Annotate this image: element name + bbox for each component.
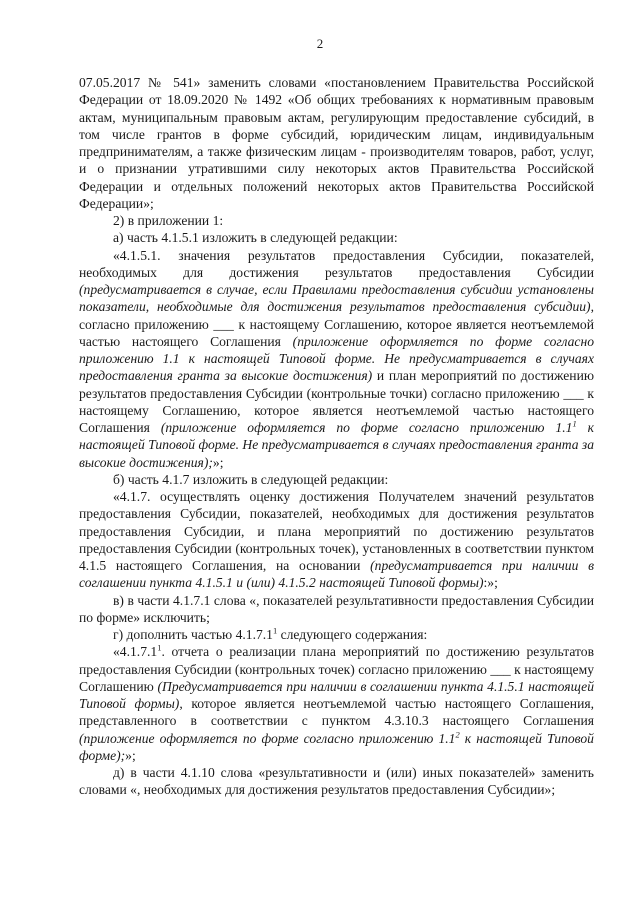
paragraph-text: »; (212, 454, 224, 470)
italic-note-text: (приложение оформляется по форме согласно приложению 1.1 к настоящей Типовой форме. Не предусматривается в случаях предоставления гранта за высокие достижения) (79, 333, 594, 384)
paragraph-text: 2) в приложении 1: (113, 213, 224, 228)
paragraph-text: »; (125, 747, 136, 763)
paragraph-text: а) часть 4.1.5.1 изложить в следующей редакции: (113, 230, 398, 246)
page-number: 2 (316, 36, 324, 51)
paragraph-text: . отчета о реализации плана мероприятий по достижению результатов предоставления Субсидии (контрольных точек) согласно приложению ___ к настоящему Соглашению (79, 644, 594, 694)
paragraph-text: г) дополнить частью 4.1.7.1 (113, 627, 273, 642)
paragraph-text: , которое является неотъемлемой частью настоящего Соглашения, представленного в соответствии с пунктом 4.3.10.3 настоящего Соглашения (79, 696, 594, 729)
paragraph-part-4-1-5-1 (79, 247, 594, 471)
paragraph-text: «4.1.7.1 (113, 644, 158, 660)
superscript-text: 1 (157, 642, 162, 653)
italic-note-text: к настоящей Типовой форме); (79, 730, 594, 763)
paragraph-text: следующего содержания: (277, 627, 428, 642)
paragraph-text: 07.05.2017 № 541» заменить словами «постановлением Правительства Российской Федерации от 18.09.2020 № 1492 «Об общих требованиях к нормативным правовым актам, муниципальным правовым актам, регулирующим предоставление субсидий, в том числе грантов в форме субсидий, юридическим лицам, индивидуальным предпринимателям, а также физическим лицам - производителям товаров, работ, услуг, и о признании утратившими силу некоторых актов Правительства Российской Федерации и отдельных положений некоторых актов Правительства Российской Федерации»; (79, 75, 594, 211)
paragraph-text: «4.1.5.1. значения результатов предоставления Субсидии, показателей, необходимых для достижения результатов предоставления Субсидии (79, 247, 594, 280)
paragraph-item-a (79, 229, 594, 246)
paragraph-text: и план мероприятий по достижению результатов предоставления Субсидии (контрольные точки) согласно приложению ___ к настоящему Соглашению, которое является неотъемлемой частью настоящего Соглашения (79, 368, 595, 435)
paragraph-text: б) часть 4.1.7 изложить в следующей редакции: (113, 471, 389, 487)
paragraph-amendment-1 (79, 74, 594, 212)
italic-note-text: 1 (572, 418, 577, 429)
italic-note-text: 2 (455, 728, 460, 739)
italic-note-text: (приложение оформляется по форме согласно приложению 1.1 (160, 420, 573, 435)
paragraph-item-v (79, 592, 594, 627)
italic-note-text: к настоящей Типовой форме. Не предусматривается в случаях предоставления гранта за высокие достижения); (79, 420, 594, 470)
paragraph-item-d (79, 764, 594, 799)
paragraph-item-g (79, 626, 594, 643)
document-body (79, 74, 594, 799)
italic-note-text: (предусматривается в случае, если Правилами предоставления субсидии установлены показатели, необходимые для достижения результатов предоставления субсидии) (79, 282, 594, 315)
paragraph-part-4-1-7 (79, 488, 594, 592)
italic-note-text: (предусматривается при наличии в соглашении пункта 4.1.5.1 и (или) 4.1.5.2 настоящей Типовой формы) (79, 558, 595, 591)
paragraph-item-b (79, 471, 594, 488)
paragraph-text: «4.1.7. осуществлять оценку достижения Получателем значений результатов предоставления Субсидии, показателей, необходимых для достижения результатов предоставления Субсидии, и плана мероприятий по достижению результатов предоставления Субсидии (контрольных точек), установленных в соответствии пунктом 4.1.5 настоящего Соглашения, на основании (79, 489, 594, 573)
paragraph-text: д) в части 4.1.10 слова «результативности и (или) иных показателей» заменить словами «, необходимых для достижения результатов предоставления Субсидии»; (79, 765, 594, 798)
paragraph-text: , согласно приложению ___ к настоящему Соглашению, которое является неотъемлемой частью настоящего Соглашения (79, 299, 594, 349)
paragraph-part-4-1-7-1-1 (79, 643, 594, 764)
paragraph-text: :»; (483, 575, 498, 591)
paragraph-item-2 (79, 212, 594, 229)
paragraph-text: в) в части 4.1.7.1 слова «, показателей результативности предоставления Субсидии по форме» исключить; (79, 592, 594, 625)
italic-note-text: (Предусматривается при наличии в соглашении пункта 4.1.5.1 настоящей Типовой формы) (79, 678, 594, 711)
superscript-text: 1 (272, 625, 278, 636)
italic-note-text: (приложение оформляется по форме согласно приложению 1.1 (79, 730, 456, 746)
